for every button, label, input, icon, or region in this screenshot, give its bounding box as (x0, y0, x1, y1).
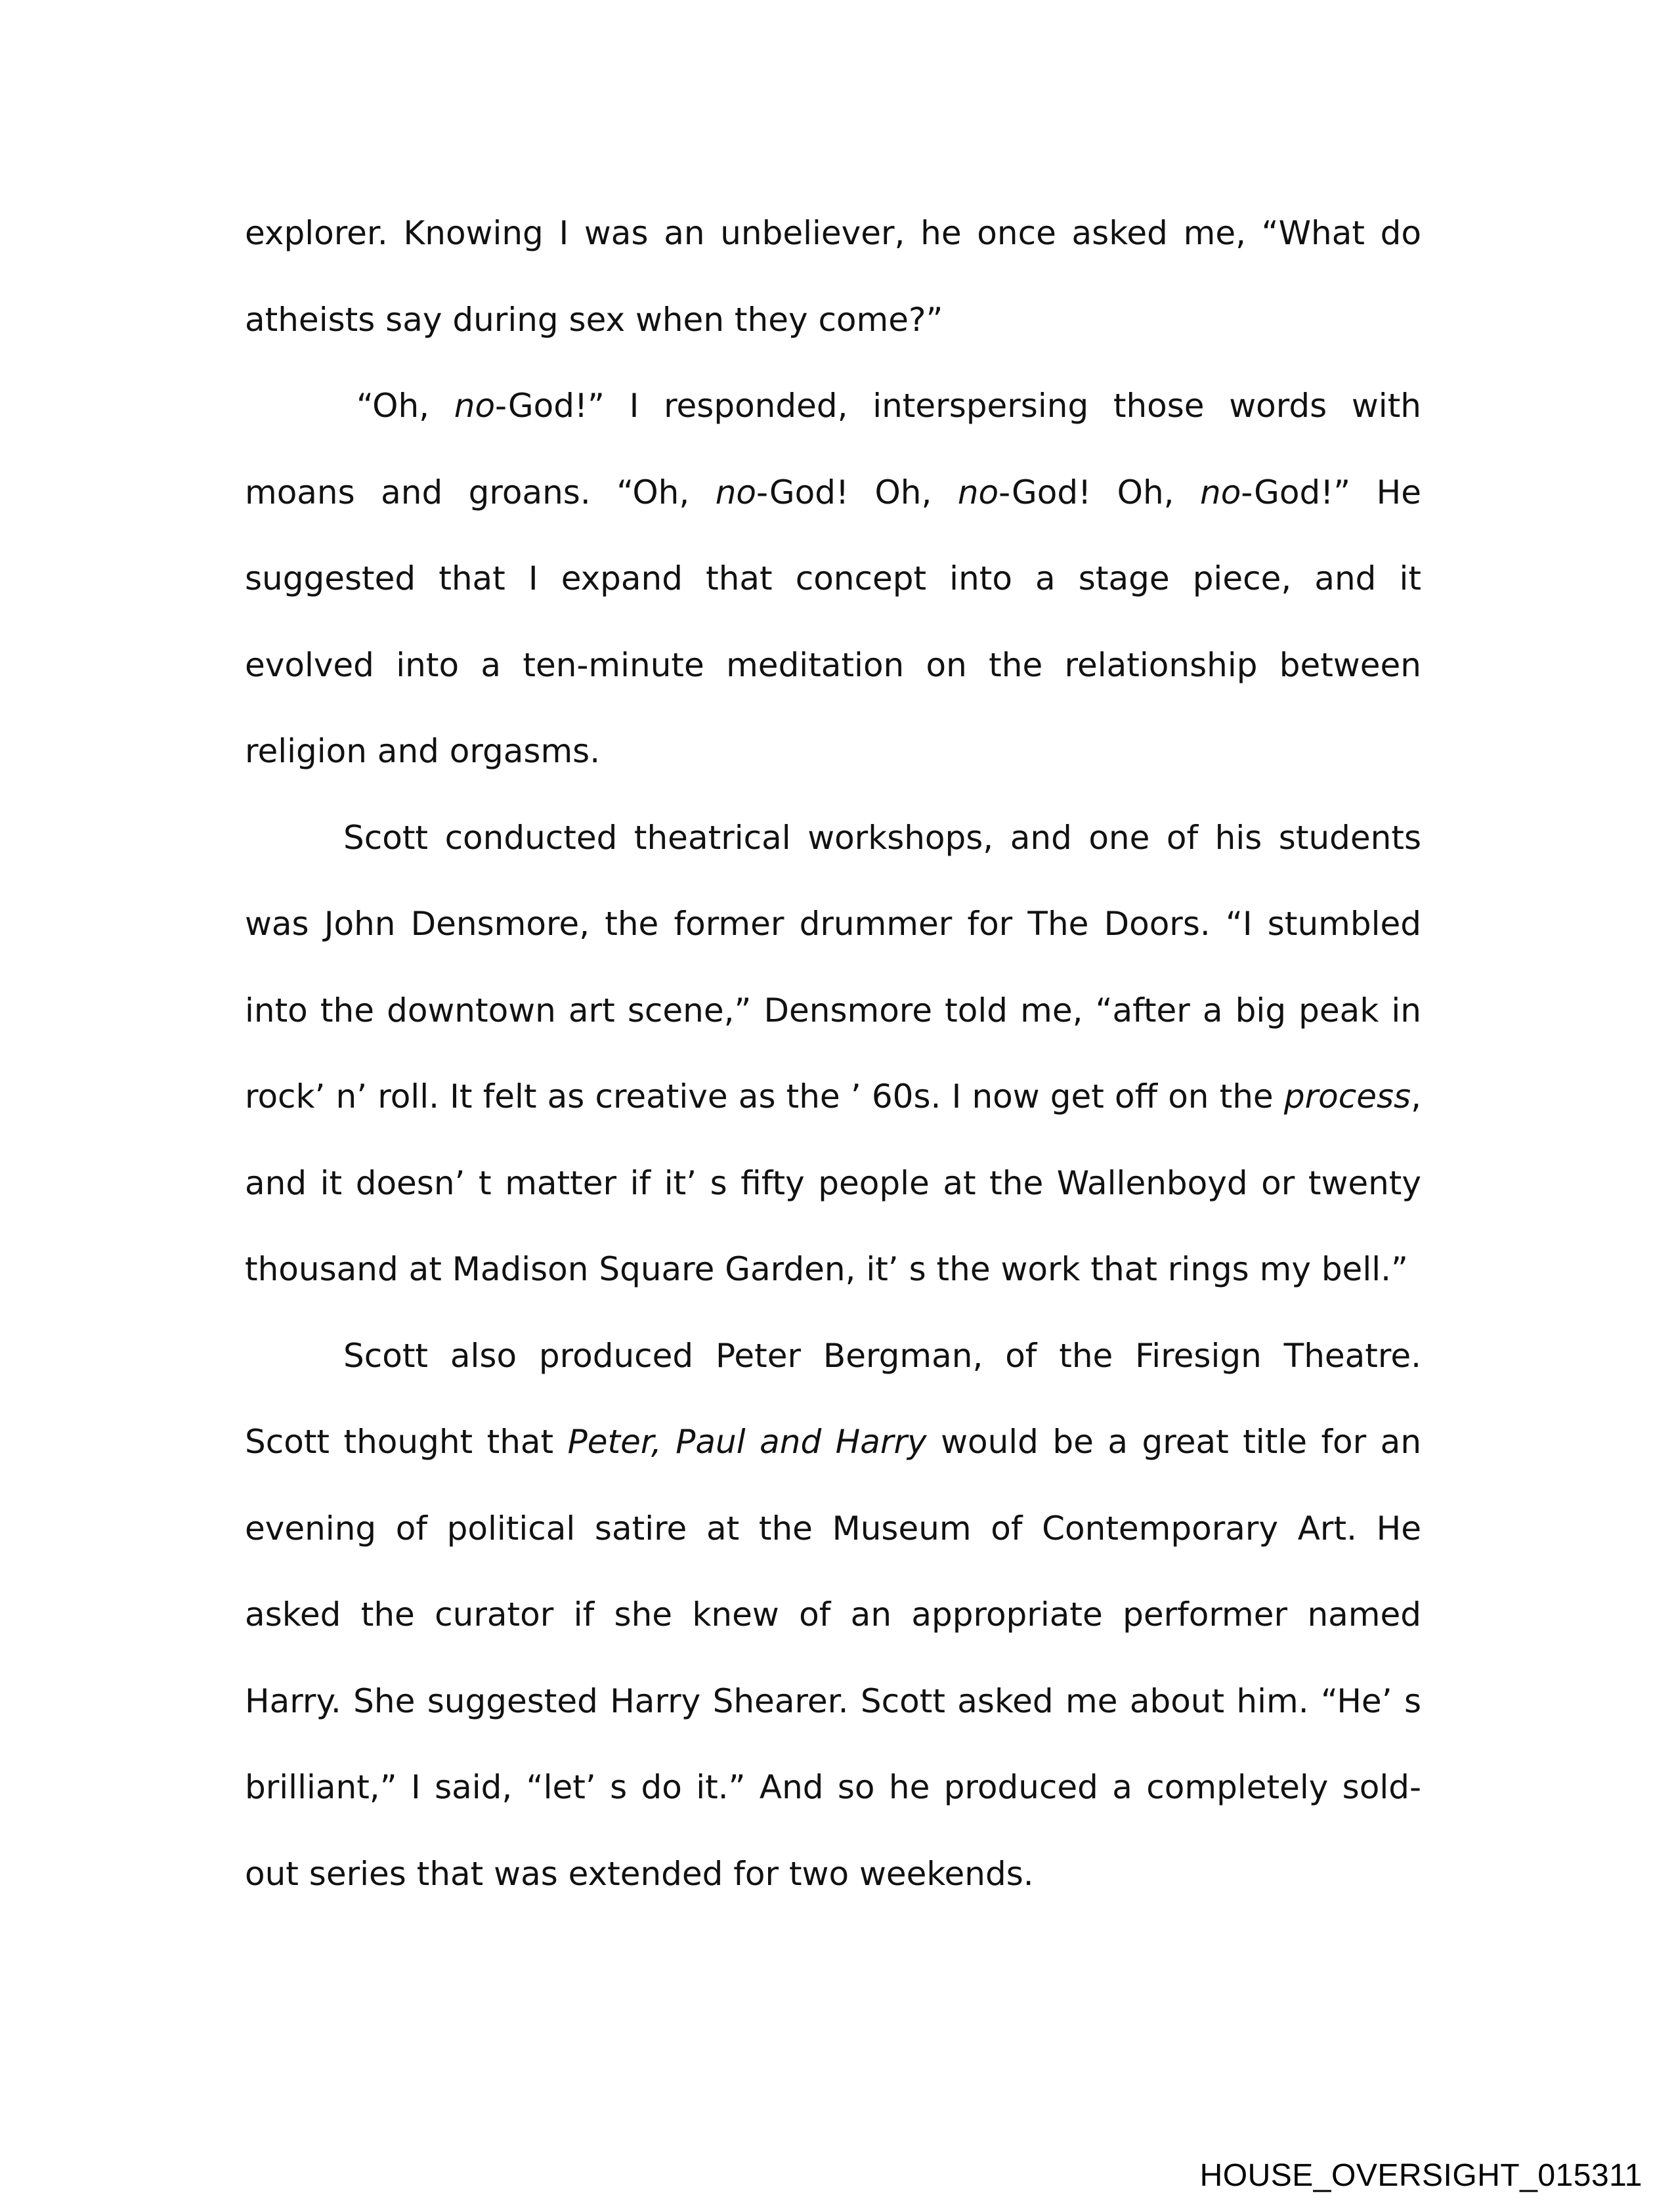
paragraph-1 (245, 190, 1421, 363)
italic-text: no (454, 387, 496, 425)
paragraph-2 (245, 363, 1421, 795)
document-body (245, 190, 1421, 1917)
italic-text: no (1200, 473, 1241, 511)
italic-text: no (715, 473, 756, 511)
bates-stamp: HOUSE_OVERSIGHT_015311 (1199, 2158, 1642, 2193)
paragraph-text: would be a great title for an evening of political satire at the Museum of Contemporary Art. He asked the curator if she knew of an appropriate performer named Harry. She suggested Harry Shearer. Scott asked me about him. “He’ s brilliant,” I said, “let’ s do it.” And so he produced a completely sold-out series that was extended for two weekends. (245, 1423, 1422, 1893)
paragraph-text: explorer. Knowing I was an unbeliever, he once asked me, “What do atheists say during sex when they come?” (245, 214, 1421, 339)
paragraph-text: Scott also produced Peter Bergman, of the Firesign Theatre. Scott thought that (245, 1336, 1421, 1461)
paragraph-text: , and it doesn’ t matter if it’ s fifty people at the Wallenboyd or twenty thousand at Madison Square Garden, it’ s the work that rings my bell.” (245, 1077, 1421, 1288)
paragraph-text: -God!” He suggested that I expand that concept into a stage piece, and it evolved into a ten-minute meditation on the relationship between religion and orgasms. (245, 473, 1421, 770)
italic-text: Peter, Paul and Harry (567, 1423, 927, 1461)
paragraph-text: Scott conducted theatrical workshops, and one of his students was John Densmore, the former drummer for The Doors. “I stumbled into the downtown art scene,” Densmore told me, “after a big peak in rock’ n’ roll. It felt as creative as the ’ 60s. I now get off on the (245, 818, 1421, 1116)
paragraph-text: -God! Oh, (998, 473, 1200, 511)
italic-text: no (957, 473, 999, 511)
paragraph-4 (245, 1313, 1421, 1918)
paragraph-text: “Oh, (356, 387, 454, 425)
paragraph-text: -God!” I responded, interspersing those words with moans and groans. “Oh, (245, 387, 1421, 511)
paragraph-text: -God! Oh, (756, 473, 958, 511)
paragraph-3 (245, 795, 1421, 1313)
italic-text: process (1283, 1077, 1411, 1116)
